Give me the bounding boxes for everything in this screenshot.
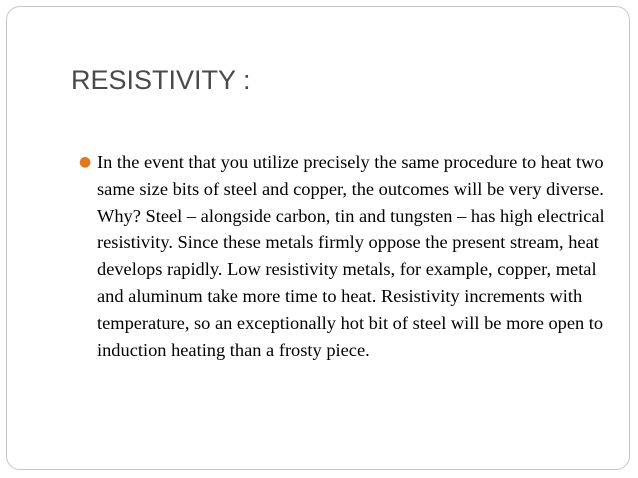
bullet-list <box>79 149 605 363</box>
bullet-dot-icon: ● <box>79 154 92 170</box>
slide-frame <box>6 6 630 470</box>
slide-title: RESISTIVITY : <box>71 65 251 95</box>
bullet-item <box>79 149 605 363</box>
bullet-text: In the event that you utilize precisely the same procedure to heat two same size bits of steel and copper, the outcomes will be very diverse. Why? Steel – alongside carbon, tin and tungsten – has high electrical resistivity. Since these metals firmly oppose the present stream, heat develops rapidly. Low resistivity metals, for example, copper, metal and aluminum take more time to heat. Resistivity increments with temperature, so an exceptionally hot bit of steel will be more open to induction heating than a frosty piece. <box>97 152 605 360</box>
